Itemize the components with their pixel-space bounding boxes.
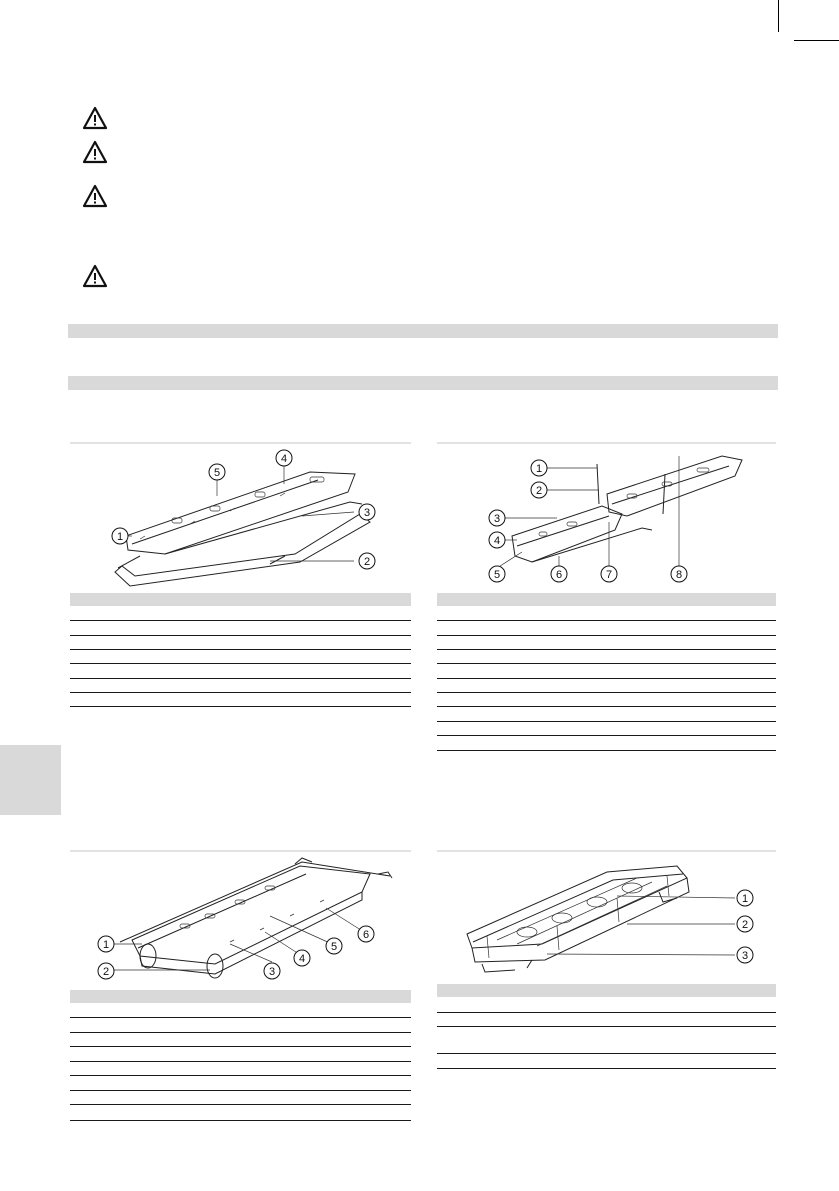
svg-text:6: 6 (362, 929, 370, 941)
legend-row-line (437, 750, 776, 751)
crop-mark-top (778, 0, 779, 32)
callout-3 (359, 504, 375, 520)
svg-text:8: 8 (675, 569, 683, 581)
section-heading-bar (68, 324, 778, 338)
legend-row-line (437, 1068, 776, 1069)
callout-2 (737, 916, 753, 932)
svg-text:1: 1 (535, 463, 543, 475)
svg-text:3: 3 (268, 966, 276, 978)
legend-row-line (437, 1026, 776, 1027)
svg-text:4: 4 (298, 953, 306, 965)
callout-6 (358, 926, 374, 942)
svg-text:5: 5 (330, 941, 338, 953)
svg-text:5: 5 (493, 569, 501, 581)
legend-row-line (70, 620, 411, 621)
figure-basic-stretcher (70, 444, 411, 594)
section-heading-bar (68, 376, 778, 390)
callout-5 (326, 938, 342, 954)
legend-row-line (70, 1104, 411, 1105)
legend-row-line (70, 649, 411, 650)
legend-row-line (437, 1012, 776, 1013)
legend-row-line (70, 663, 411, 664)
legend-row-line (437, 692, 776, 693)
callout-5 (209, 464, 225, 480)
svg-text:7: 7 (605, 569, 613, 581)
callout-7 (601, 566, 617, 582)
legend-row-line (70, 692, 411, 693)
callout-3 (737, 947, 753, 963)
callout-4 (294, 950, 310, 966)
legend-row-line (70, 1061, 411, 1062)
warning-triangle-icon (82, 264, 108, 288)
svg-text:3: 3 (493, 513, 501, 525)
legend-table-header (70, 990, 411, 1003)
crop-mark-right (794, 40, 839, 41)
warning-triangle-icon (82, 140, 108, 164)
callout-1 (112, 528, 128, 544)
callout-3 (264, 963, 280, 979)
legend-table-header (437, 593, 776, 606)
svg-text:4: 4 (493, 535, 501, 547)
callout-1 (737, 890, 753, 906)
svg-text:6: 6 (555, 569, 563, 581)
svg-text:1: 1 (741, 893, 749, 905)
legend-row-line (70, 1090, 411, 1091)
svg-text:3: 3 (363, 507, 371, 519)
svg-text:2: 2 (102, 966, 110, 978)
legend-row-line (70, 1046, 411, 1047)
legend-row-line (437, 663, 776, 664)
legend-row-line (437, 649, 776, 650)
legend-table-header (70, 593, 411, 606)
callout-5 (489, 566, 505, 582)
legend-row-line (70, 635, 411, 636)
legend-row-line (70, 1120, 411, 1121)
chapter-tab (0, 745, 61, 815)
figure-basket-stretcher (437, 852, 776, 984)
warning-triangle-icon (82, 184, 108, 208)
legend-row-line (70, 1075, 411, 1076)
legend-row-line (437, 706, 776, 707)
legend-row-line (70, 1032, 411, 1033)
warning-triangle-icon (82, 106, 108, 130)
legend-row-line (437, 1053, 776, 1054)
callout-6 (551, 566, 567, 582)
legend-table-header (437, 984, 776, 997)
legend-row-line (437, 721, 776, 722)
callout-4 (489, 532, 505, 548)
legend-row-line (70, 678, 411, 679)
legend-row-line (70, 706, 411, 707)
svg-text:4: 4 (280, 453, 288, 465)
legend-row-line (437, 635, 776, 636)
callout-4 (276, 450, 292, 466)
svg-text:2: 2 (741, 919, 749, 931)
callout-8 (671, 566, 687, 582)
callout-3 (489, 510, 505, 526)
svg-text:5: 5 (213, 467, 221, 479)
svg-text:2: 2 (363, 556, 371, 568)
figure-split-stretcher (437, 444, 776, 594)
svg-text:2: 2 (535, 485, 543, 497)
callout-2 (531, 482, 547, 498)
svg-text:3: 3 (741, 950, 749, 962)
figure-wheeled-stretcher (70, 852, 411, 990)
callout-2 (359, 553, 375, 569)
legend-row-line (437, 735, 776, 736)
callout-1 (531, 460, 547, 476)
legend-row-line (437, 678, 776, 679)
legend-row-line (70, 1017, 411, 1018)
callout-1 (98, 936, 114, 952)
svg-text:1: 1 (116, 531, 124, 543)
svg-text:1: 1 (102, 939, 110, 951)
legend-row-line (437, 620, 776, 621)
callout-2 (98, 963, 114, 979)
